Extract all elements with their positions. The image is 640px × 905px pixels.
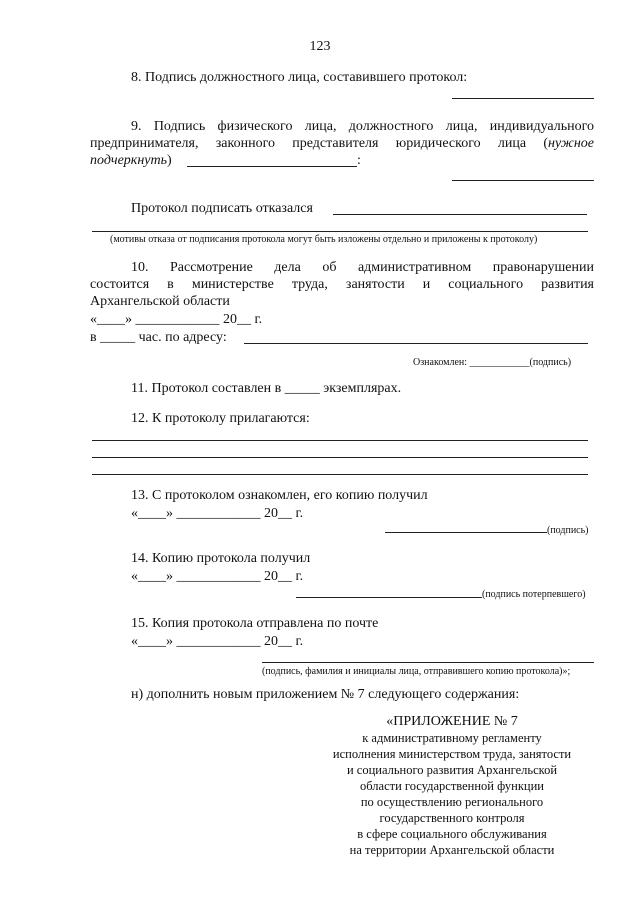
item10-line3: Архангельской области [90,294,230,309]
item9-inline-line [187,166,357,167]
item10-address-line [244,343,588,344]
refused-line-1 [333,214,587,215]
appendix-line-4: области государственной функции [360,779,544,793]
item15-signature-line [262,662,594,663]
refused-text: Протокол подписать отказался [131,201,313,216]
item14-signature-line [296,597,482,598]
item14-text: 14. Копию протокола получил [131,551,311,566]
item8-text: 8. Подпись должностного лица, составившего протокол: [131,70,468,85]
item10-line1: 10. Рассмотрение дела об административном правонарушении [131,260,594,275]
item12-text: 12. К протоколу прилагаются: [131,411,310,426]
item9-colon: : [357,153,361,168]
appendix-line-0: «ПРИЛОЖЕНИЕ № 7 [386,714,518,729]
item15-sign-label: (подпись, фамилия и инициалы лица, отправившего копию протокола)»; [262,666,571,677]
amendment-text: н) дополнить новым приложением № 7 следующего содержания: [131,687,520,702]
appendix-line-3: и социального развития Архангельской [346,763,558,777]
item14-sign-label: (подпись потерпевшего) [482,589,586,600]
appendix-line-2: исполнения министерством труда, занятости [332,747,572,761]
item10-place-prefix: в _____ час. по адресу: [90,330,227,345]
item9-line2: предпринимателя, законного представителя юридического лица (нужное [90,136,594,151]
item8-signature-line [452,98,594,99]
item13-sign-label: (подпись) [547,525,589,536]
item12-line-2 [92,457,588,458]
item11-text: 11. Протокол составлен в _____ экземплярах. [131,381,402,396]
item12-line-3 [92,474,588,475]
item9-signature-line [452,180,594,181]
appendix-line-8: на территории Архангельской области [349,843,555,857]
item9-line3: подчеркнуть) [90,153,172,168]
appendix-header [322,714,582,858]
item14-date-line: «____» ____________ 20__ г. [131,569,304,584]
item13-signature-line [385,532,547,533]
item10-date-line: «____» ____________ 20__ г. [90,312,263,327]
appendix-line-6: государственного контроля [379,811,525,825]
item12-line-1 [92,440,588,441]
item15-date-line: «____» ____________ 20__ г. [131,634,304,649]
item10-familiar-label: Ознакомлен: ____________(подпись) [413,357,572,368]
item9-line1: 9. Подпись физического лица, должностного лица, индивидуального [131,119,594,134]
item10-line2: состоится в министерстве труда, занятости и социального развития [90,277,594,292]
appendix-line-7: в сфере социального обслуживания [357,827,547,841]
appendix-line-5: по осуществлению регионального [360,795,544,809]
appendix-line-1: к административному регламенту [362,731,542,745]
item15-text: 15. Копия протокола отправлена по почте [131,616,379,631]
item13-text: 13. С протоколом ознакомлен, его копию получил [131,488,428,503]
page-number: 123 [309,39,331,54]
item13-date-line: «____» ____________ 20__ г. [131,506,304,521]
refused-line-2 [92,231,588,232]
refused-note: (мотивы отказа от подписания протокола могут быть изложены отдельно и приложены к протоколу) [110,234,538,245]
